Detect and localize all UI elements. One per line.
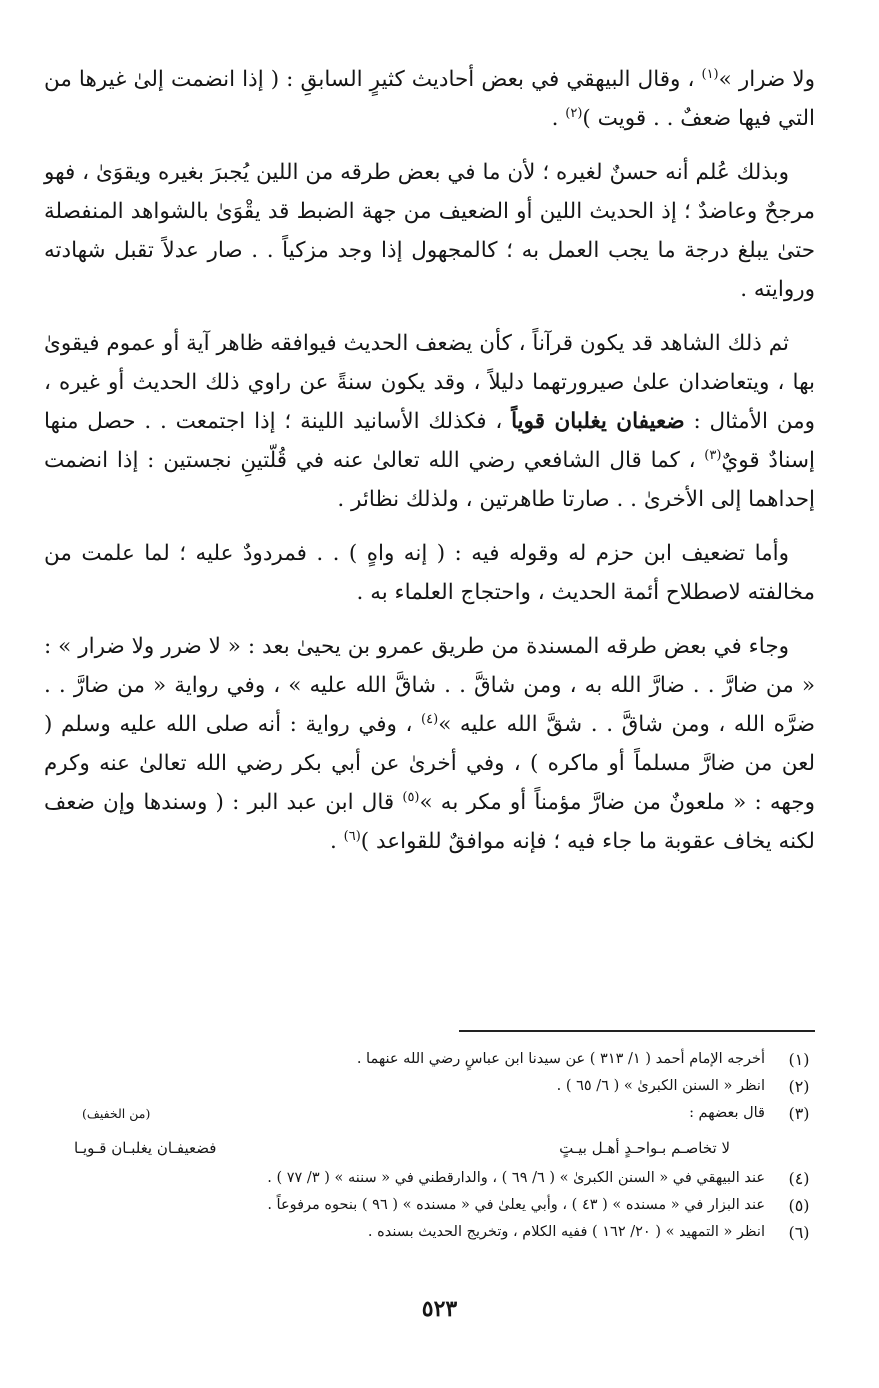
text-segment: ثم ذلك الشاهد قد يكون قرآناً ، كأن يضعف الحديث فيوافقه ظاهر آية أو عموم فيقوىٰ بها ، ويتعاضدان علىٰ صيرورتهما دليلاً ، وقد يكون سنةً عن راوي ذلك الحديث أو غيره ، ومن الأمثال : xyxy=(44,331,816,434)
text-segment: وجاء في بعض طرقه المسندة من طريق عمرو بن يحيىٰ بعد : « لا ضرر ولا ضرار » : « من ضارَّ . . ضارَّ الله به ، ومن شاقَّ . . شاقَّ الله عليه » ، وفي رواية « من ضارَّ . . ضرَّه الله ، ومن شاقَّ . . شقَّ الله عليه » xyxy=(44,634,815,737)
paragraph-5 xyxy=(44,627,815,861)
poem-verse xyxy=(44,1131,815,1165)
footnote-4 xyxy=(44,1165,815,1192)
footnote-text: عند البيهقي في « السنن الكبرىٰ » ( ٦/ ٦٩ ) ، والدارقطني في « سننه » ( ٣/ ٧٧ ) . xyxy=(267,1170,765,1186)
text-segment: ، وفي رواية : أنه صلى الله عليه وسلم ( لعن من ضارَّ مسلماً أو ماكره ) ، وفي أخرىٰ عن أبي بكر رضي الله تعالىٰ عنه وكرم وجهه : « ملعونٌ من ضارَّ مؤمناً أو مكر به » xyxy=(44,712,815,815)
paragraph-4 xyxy=(44,534,815,612)
footnote-ref: (٥) xyxy=(402,789,420,805)
footnote-5 xyxy=(44,1192,815,1219)
text-segment: ، كما قال الشافعي رضي الله تعالىٰ عنه في قُلّتينِ نجستين : إذا انضمت إحداهما إلى الأخرىٰ . . صارتا طاهرتين ، ولذلك نظائر . xyxy=(44,448,815,512)
footnote-ref: (١) xyxy=(701,66,719,82)
poem-second-hemistich: فضعيفـان يغلبـان قـويـا xyxy=(74,1139,217,1157)
text-segment: ولا ضرار » xyxy=(718,67,815,92)
footnotes xyxy=(44,1046,815,1246)
footnote-text: أخرجه الإمام أحمد ( ١/ ٣١٣ ) عن سيدنا ابن عباسٍ رضي الله عنهما . xyxy=(356,1051,765,1067)
footnote-ref: (٢) xyxy=(565,105,583,121)
page-number: ٥٢٣ xyxy=(421,1296,458,1322)
text-segment: قال ابن عبد البر : ( وسندها وإن ضعف لكنه يخاف عقوبة ما جاء فيه ؛ فإنه موافقٌ للقواعد ) xyxy=(44,790,815,854)
footnote-number: (١) xyxy=(788,1050,810,1069)
footnote-text: عند البزار في « مسنده » ( ٤٣ ) ، وأبي يعلىٰ في « مسنده » ( ٩٦ ) بنحوه مرفوعاً . xyxy=(267,1197,765,1213)
footnote-2 xyxy=(44,1073,815,1100)
paragraph-2 xyxy=(44,153,815,309)
footnote-text: انظر « السنن الكبرىٰ » ( ٦/ ٦٥ ) . xyxy=(556,1078,765,1094)
paragraph-1 xyxy=(44,60,815,138)
footnote-3 xyxy=(44,1100,815,1127)
footnote-number: (٦) xyxy=(788,1223,810,1242)
footnote-number: (٣) xyxy=(788,1104,810,1123)
footnote-number: (٤) xyxy=(788,1169,810,1188)
text-segment: ، فكذلك الأسانيد اللينة ؛ إذا اجتمعت . . حصل منها إسنادٌ قويٌ xyxy=(44,409,815,473)
main-text xyxy=(44,60,815,876)
footnote-ref: (٤) xyxy=(421,711,439,727)
meter-label: (من الخفيف) xyxy=(82,1106,151,1121)
text-segment: وبذلك عُلم أنه حسنٌ لغيره ؛ لأن ما في بعض طرقه من اللين يُجبرَ بغيره ويقوَىٰ ، فهو مرجحٌ وعاضدٌ ؛ إذ الحديث اللين أو الضعيف من جهة الضبط قد يقْوَىٰ بالشواهد المنفصلة حتىٰ يبلغ درجة ما يجب العمل به ؛ كالمجهول إذا وجد مزكياً . . صار عدلاً تقبل شهادته وروايته . xyxy=(44,160,815,302)
footnote-separator xyxy=(459,1030,815,1032)
text-segment: . xyxy=(551,106,559,131)
poem-first-hemistich: لا تخاصـم بـواحـدٍ أهـل بيـتٍ xyxy=(559,1139,730,1157)
footnote-ref: (٣) xyxy=(704,447,722,463)
footnote-text: انظر « التمهيد » ( ٢٠/ ١٦٢ ) ففيه الكلام ، وتخريج الحديث بسنده . xyxy=(367,1224,765,1240)
paragraph-3 xyxy=(44,324,815,519)
text-segment: وأما تضعيف ابن حزم له وقوله فيه : ( إنه واهٍ ) . . فمردودٌ عليه ؛ لما علمت من مخالفته لاصطلاح أئمة الحديث ، واحتجاج العلماء به . xyxy=(44,541,815,605)
text-segment: ، وقال البيهقي في بعض أحاديث كثيرٍ السابقِ : ( إذا انضمت إلىٰ غيرها من التي فيها ضعفٌ . . قويت ) xyxy=(44,67,815,131)
footnote-1 xyxy=(44,1046,815,1073)
footnote-ref: (٦) xyxy=(343,828,361,844)
footnote-number: (٥) xyxy=(788,1196,810,1215)
footnote-text: قال بعضهم : xyxy=(689,1105,765,1121)
proverb-bold: ضعيفان يغلبان قوياً xyxy=(511,409,685,434)
footnote-number: (٢) xyxy=(788,1077,810,1096)
footnote-6 xyxy=(44,1219,815,1246)
text-segment: . xyxy=(329,829,337,854)
